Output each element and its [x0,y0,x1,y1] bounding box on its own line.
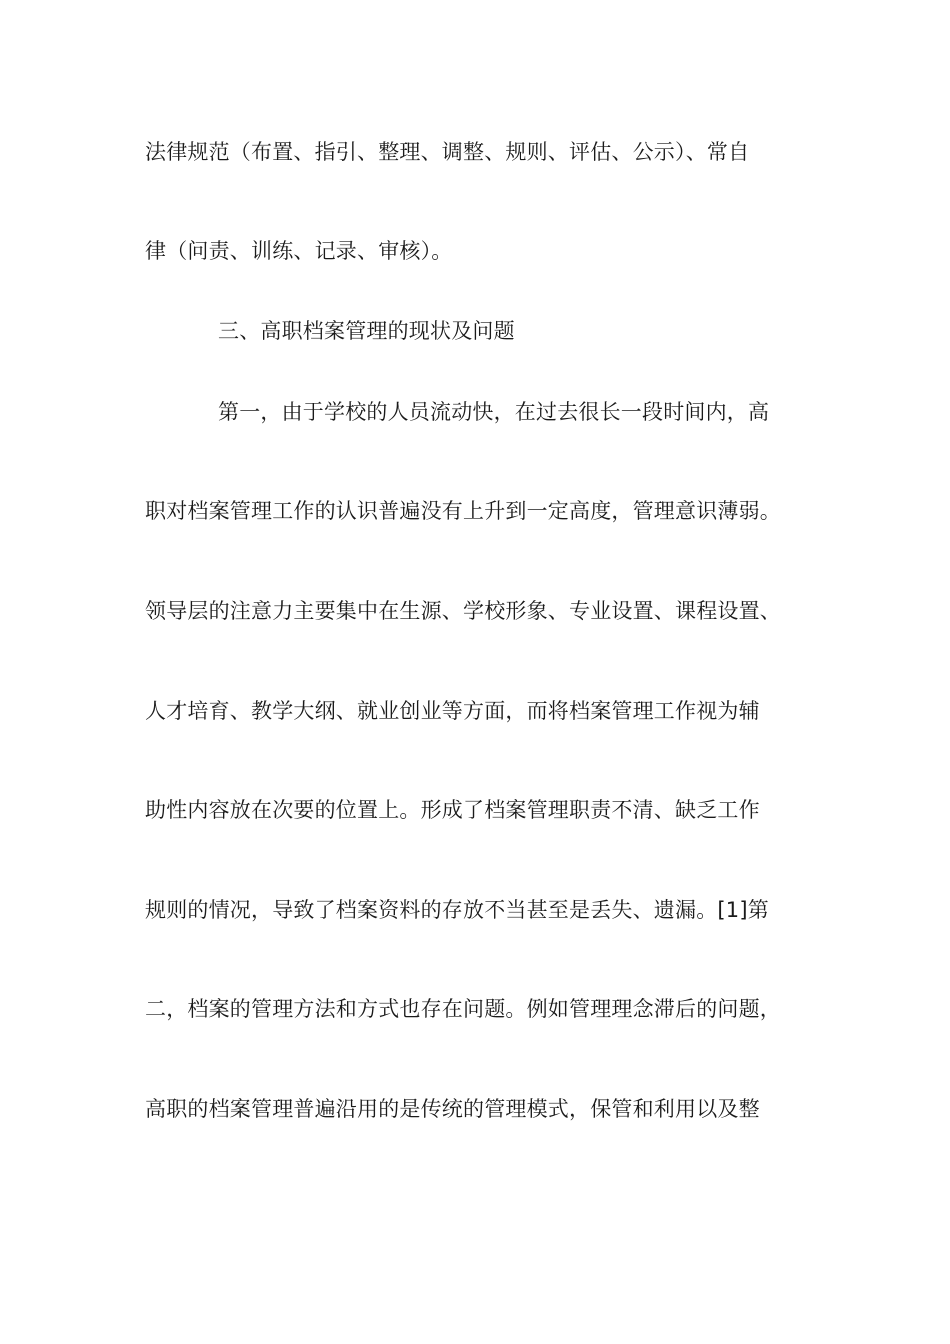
section-heading: 三、高职档案管理的现状及问题 [218,319,515,343]
body-text-line: 高职的档案管理普遍沿用的是传统的管理模式，保管和利用以及整 [145,1097,760,1121]
body-text-line: 职对档案管理工作的认识普遍没有上升到一定高度，管理意识薄弱。 [145,499,781,523]
paragraph-first-line: 第一，由于学校的人员流动快，在过去很长一段时间内，高 [218,400,770,424]
body-text-line: 领导层的注意力主要集中在生源、学校形象、专业设置、课程设置、 [145,599,781,623]
body-text-line: 人才培育、教学大纲、就业创业等方面，而将档案管理工作视为辅 [145,699,760,723]
body-text-line: 规则的情况，导致了档案资料的存放不当甚至是丢失、遗漏。[1]第 [145,898,769,922]
body-text-line: 律（问责、训练、记录、审核）。 [145,239,453,263]
body-text-line: 助性内容放在次要的位置上。形成了档案管理职责不清、缺乏工作 [145,798,760,822]
body-text-line: 法律规范（布置、指引、整理、调整、规则、评估、公示）、常自 [145,140,750,164]
body-text-line: 二，档案的管理方法和方式也存在问题。例如管理理念滞后的问题， [145,997,781,1021]
